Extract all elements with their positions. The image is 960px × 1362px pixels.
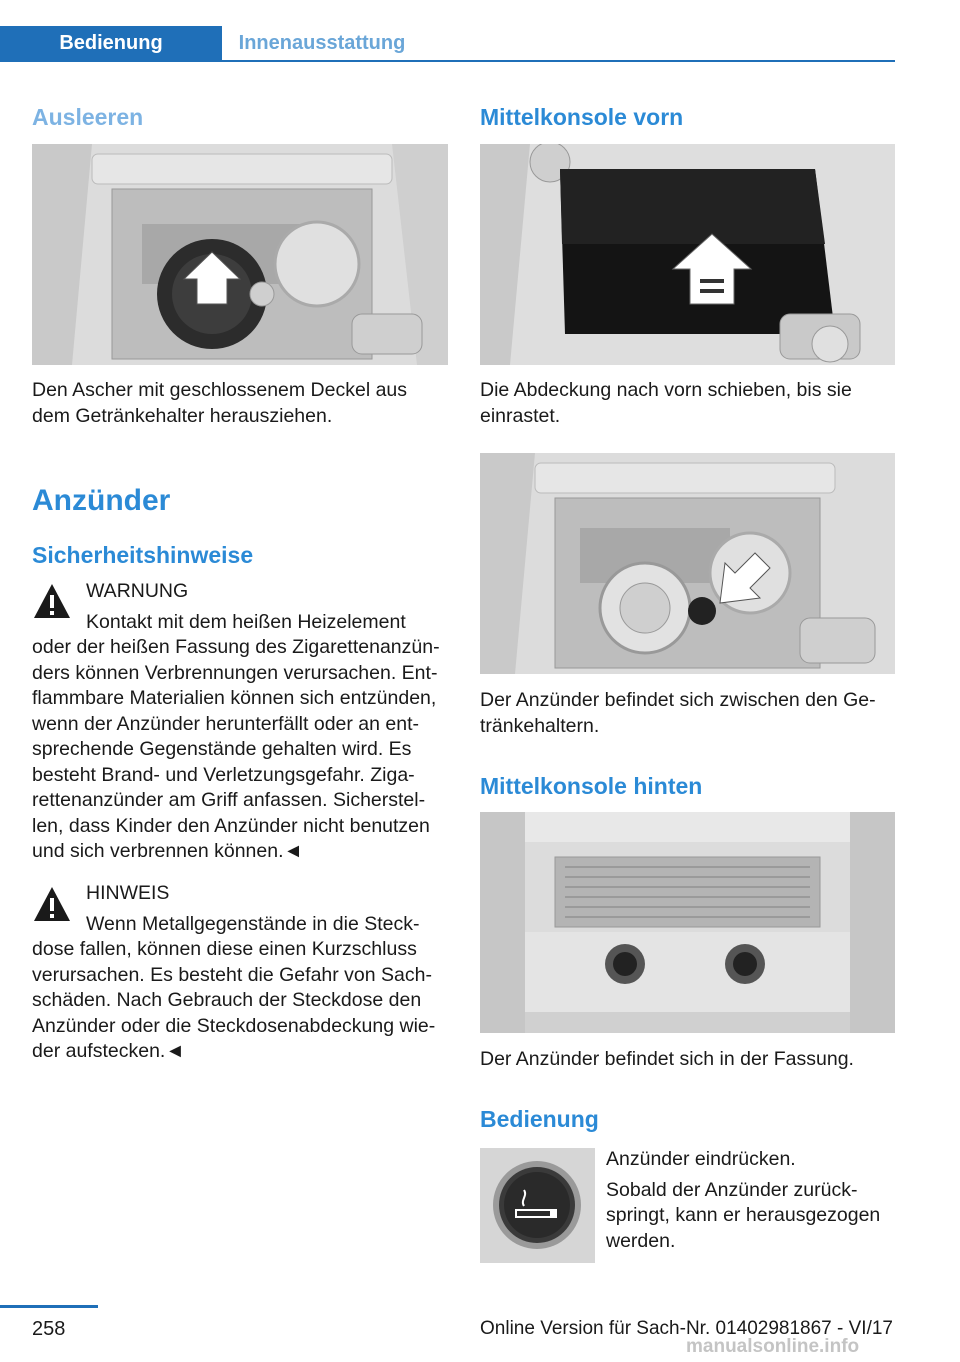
hint-line: schäden. Nach Gebrauch der Steckdose den: [32, 989, 422, 1011]
hint-line: der aufstecken.◄: [32, 1040, 185, 1062]
warning-line: ders können Verbrennungen verursachen. Ent-: [32, 661, 438, 684]
online-version-note: Online Version für Sach-Nr. 01402981867 - VI/17: [480, 1318, 893, 1339]
caption-line: Der Anzünder befindet sich in der Fassung.: [480, 1048, 854, 1070]
photo-front-console-cover: [480, 144, 895, 365]
caption-rear-console: [480, 1047, 895, 1073]
caption-line: tränkehaltern.: [480, 714, 600, 737]
heading-ausleeren: Ausleeren: [32, 104, 144, 130]
operation-step: Anzünder eindrücken.: [606, 1148, 796, 1170]
caption-line: Der Anzünder befindet sich zwischen den Ge-: [480, 689, 876, 711]
hint-line: verursachen. Es besteht die Gefahr von Sach-: [32, 963, 432, 986]
heading-sicherheitshinweise: Sicherheitshinweise: [32, 542, 254, 568]
watermark: manualsonline.info: [686, 1336, 860, 1357]
hint-text: [32, 937, 456, 1065]
caption-line: einrastet.: [480, 404, 561, 427]
caption-ausleeren: [32, 378, 448, 429]
heading-mittelkonsole-hinten: Mittelkonsole hinten: [480, 773, 703, 799]
lighter-button-icon: [480, 1148, 595, 1263]
warning-line: und sich verbrennen können.◄: [32, 840, 303, 862]
warning-line: flammbare Materialien können sich entzünden,: [32, 687, 437, 709]
hint-line: dose fallen, können diese einen Kurzschluss: [32, 938, 417, 960]
photo-rear-console: [480, 812, 895, 1033]
caption-lighter-location: [480, 688, 895, 739]
warning-text-first: [86, 610, 456, 636]
operation-step: Sobald der Anzünder zurück-: [606, 1178, 858, 1201]
caption-line: Die Abdeckung nach vorn schieben, bis sie: [480, 379, 852, 401]
hint-text-first: [86, 912, 456, 938]
heading-mittelkonsole-vorn: Mittelkonsole vorn: [480, 104, 684, 130]
photo-ashtray-removal: [32, 144, 448, 365]
warning-label: WARNUNG: [86, 580, 189, 602]
warning-line: len, dass Kinder den Anzünder nicht benutzen: [32, 814, 430, 837]
footer-divider: [0, 1305, 98, 1308]
heading-anzuender: Anzünder: [32, 484, 171, 517]
hint-line: Anzünder oder die Steckdosenabdeckung wie-: [32, 1014, 436, 1037]
operation-step: werden.: [606, 1229, 676, 1252]
warning-line: rettenanzünder am Griff anfassen. Sicherstel-: [32, 789, 426, 811]
warning-text: [32, 635, 456, 865]
warning-line: Kontakt mit dem heißen Heizelement: [86, 611, 406, 633]
caption-line: Den Ascher mit geschlossenem Deckel aus: [32, 379, 408, 401]
hint-line: Wenn Metallgegenstände in die Steck-: [86, 913, 420, 935]
tab-bedienung[interactable]: Bedienung: [0, 26, 222, 60]
page-number: 258: [32, 1318, 66, 1340]
tab-innenausstattung[interactable]: Innenausstattung: [238, 31, 406, 54]
hint-label: HINWEIS: [86, 882, 170, 904]
heading-bedienung: Bedienung: [480, 1106, 599, 1132]
operation-text: [606, 1147, 896, 1254]
hint-icon: [32, 885, 72, 928]
caption-front-console: [480, 378, 895, 429]
operation-step: springt, kann er herausgezogen: [606, 1204, 881, 1226]
header-divider: [0, 60, 895, 62]
warning-line: sprechende Gegenstände gehalten wird. Es: [32, 738, 412, 760]
warning-line: besteht Brand- und Verletzungsgefahr. Ziga-: [32, 763, 415, 786]
warning-line: wenn der Anzünder herunterfällt oder an ent-: [32, 712, 420, 735]
caption-line: dem Getränkehalter herausziehen.: [32, 404, 333, 427]
warning-line: oder der heißen Fassung des Zigarettenanzün-: [32, 636, 440, 658]
photo-lighter-between-cupholders: [480, 453, 895, 674]
warning-icon: [32, 582, 72, 625]
